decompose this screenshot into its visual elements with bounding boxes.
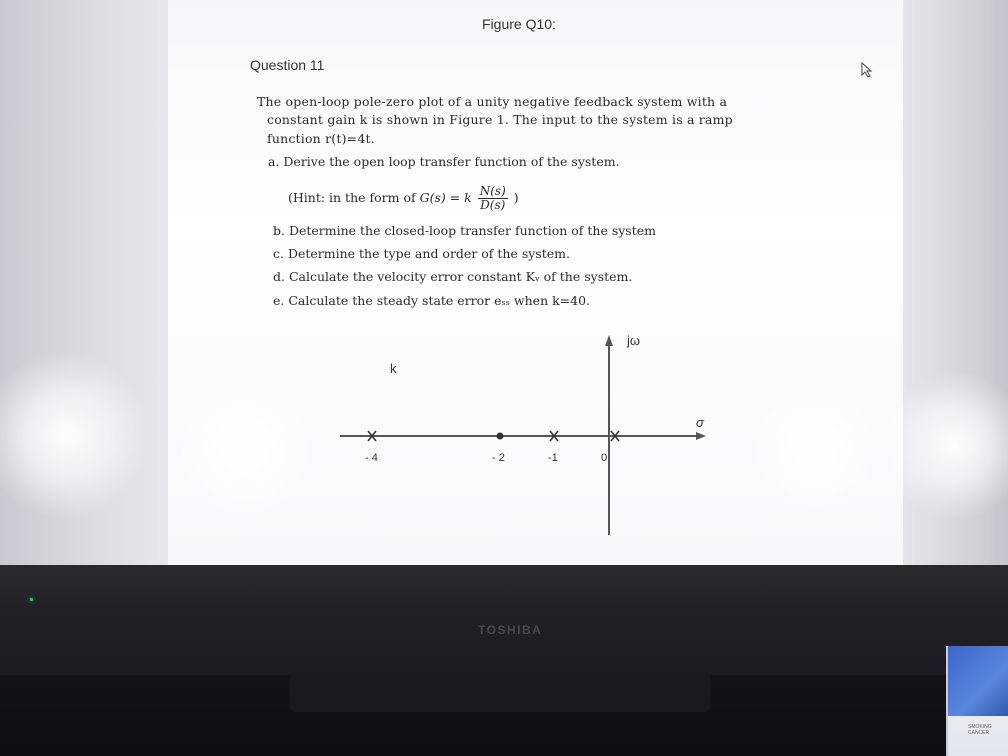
question-item-c: c. Determine the type and order of the system. [273, 246, 570, 261]
screen-glare-center-right [750, 385, 880, 515]
real-axis-arrow-icon [696, 432, 706, 440]
pole-zero-plot [330, 325, 730, 565]
hint-numerator: N(s) [479, 184, 506, 198]
hint-denominator: D(s) [480, 198, 506, 212]
tick-label-minus-1: -1 [548, 452, 558, 464]
power-led [30, 598, 33, 601]
real-axis-label: σ [696, 415, 704, 430]
monitor-bezel [0, 565, 1008, 675]
cigarette-pack-band [948, 646, 1008, 716]
zero-marker-minus-2 [497, 433, 504, 440]
hint-close: ) [513, 190, 519, 205]
monitor-stand [290, 672, 710, 712]
gain-label: k [390, 361, 397, 376]
hint-gs: G(s) = k [419, 190, 472, 205]
hint-fraction [478, 185, 508, 212]
cigarette-pack [946, 646, 1008, 756]
question-item-b: b. Determine the closed-loop transfer function of the system [273, 223, 656, 238]
question-item-d: d. Calculate the velocity error constant Kᵥ of the system. [273, 269, 633, 284]
question-number: Question 11 [250, 57, 325, 73]
intro-line-2: constant gain k is shown in Figure 1. The input to the system is a ramp [267, 112, 733, 127]
monitor-brand-logo: TOSHIBA [478, 623, 543, 637]
screen-glare-center-left [175, 380, 315, 520]
imag-axis-label: jω [627, 333, 641, 348]
question-item-a: a. Derive the open loop transfer function of the system. [268, 154, 620, 169]
cigarette-pack-warning: SMOKING CANCER [968, 724, 992, 736]
tick-label-minus-4: - 4 [365, 452, 378, 464]
imaginary-axis-arrow-icon [605, 335, 613, 346]
intro-line-1: The open-loop pole-zero plot of a unity negative feedback system with a [257, 94, 728, 109]
tick-label-minus-2: - 2 [492, 452, 505, 464]
hint-formula [288, 185, 519, 212]
hint-prefix: (Hint: in the form of [288, 190, 416, 205]
question-item-e: e. Calculate the steady state error eₛₛ when k=40. [273, 293, 591, 308]
tick-label-zero: 0 [601, 452, 608, 464]
figure-caption-top: Figure Q10: [482, 16, 556, 32]
mouse-pointer-icon [860, 62, 874, 78]
intro-line-3: function r(t)=4t. [267, 131, 375, 146]
